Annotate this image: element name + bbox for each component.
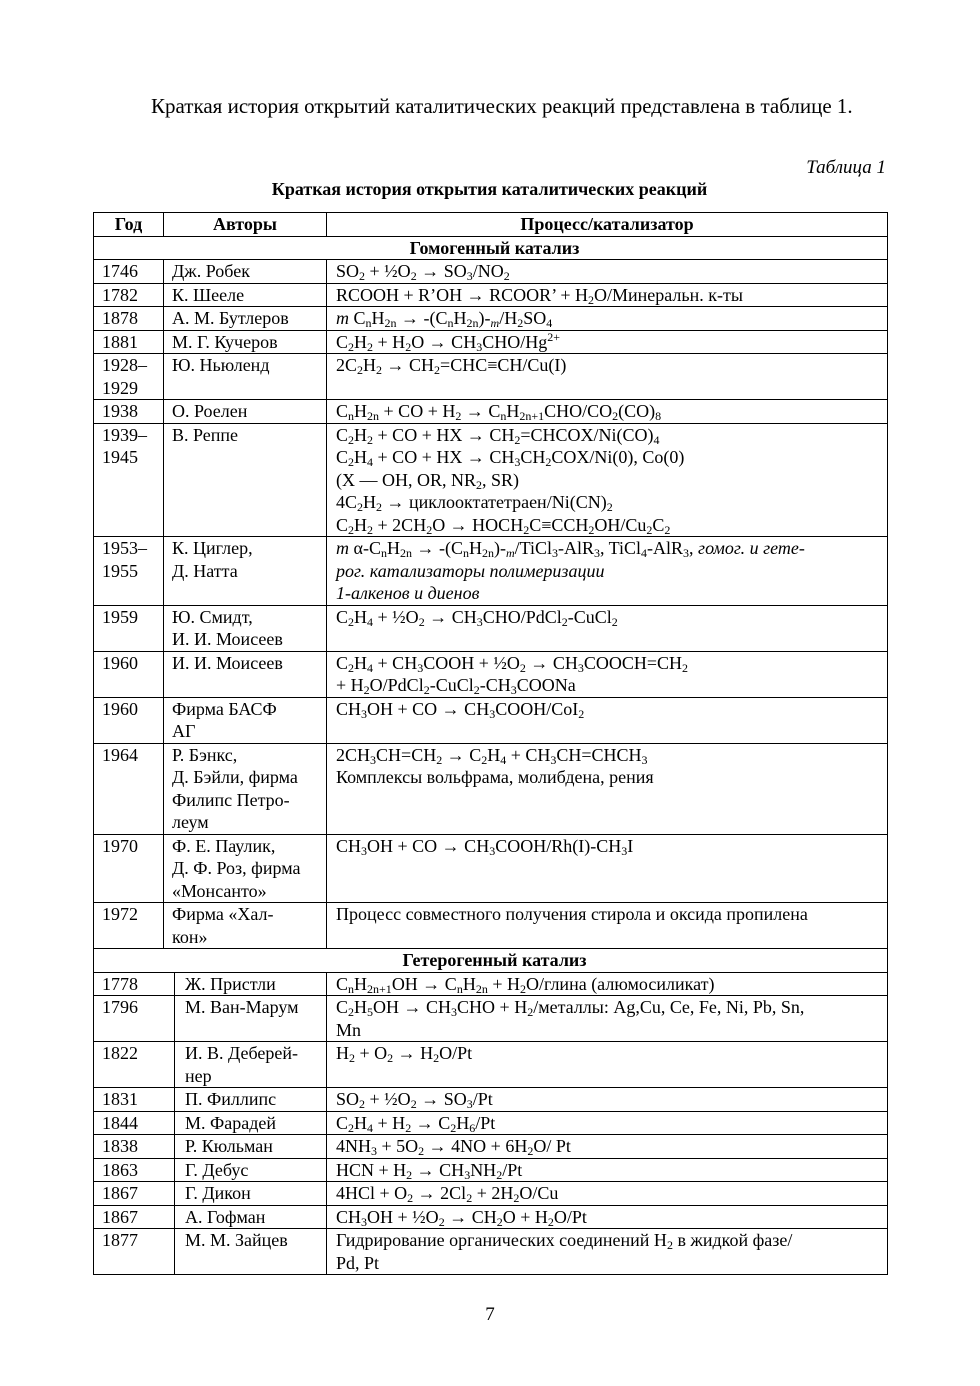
section-title: Гомогенный катализ [94,236,888,260]
process-cell: $4HCl + O_2 \to 2Cl_2 + 2H_2O/Cu$ [327,1182,888,1206]
year-cell: 1822 [94,1042,175,1088]
process-cell: $2C_2H_2 \to CH_2=CHC\equiv CH/Cu(I)$ [327,354,888,400]
section-title: Гетерогенный катализ [94,949,888,973]
authors-cell: Ю. Ньюленд [164,354,327,400]
table-row [94,1158,888,1182]
header-year: Год [94,213,164,237]
table-row [94,834,888,903]
table-row [94,972,888,996]
year-cell: 1953– 1955 [94,537,164,606]
year-cell: 1960 [94,697,164,743]
table-row [94,903,888,949]
process-cell: Процесс совместного получения стирола и оксида пропилена [327,903,888,949]
authors-cell: Дж. Робек [164,260,327,284]
year-cell: 1831 [94,1088,175,1112]
process-cell: $SO_2$ + $\frac{1}{2}O_2 \to SO_3/Pt$ [327,1088,888,1112]
table-row [94,330,888,354]
table-number: Таблица 1 [806,157,886,178]
authors-cell: Ж. Пристли [175,972,327,996]
table-row [94,1205,888,1229]
intro-paragraph: Краткая история открытий каталитических реакций представлена в таблице 1. [151,94,853,118]
table-row [94,423,888,537]
table-row [94,697,888,743]
authors-cell: И. В. Деберей- нер [175,1042,327,1088]
table-row [94,537,888,606]
catalysis-history-table [93,212,888,1275]
table-row [94,743,888,834]
year-cell: 1867 [94,1182,175,1206]
table-row [94,1135,888,1159]
year-cell: 1970 [94,834,164,903]
table-row [94,1111,888,1135]
year-cell: 1939– 1945 [94,423,164,537]
process-cell: RCOOH + R’OH → RCOOR’ + $H_2O$/Минеральн. к-ты [327,283,888,307]
year-cell: 1863 [94,1158,175,1182]
table-row [94,605,888,651]
authors-cell: П. Филлипс [175,1088,327,1112]
year-cell: 1959 [94,605,164,651]
authors-cell: Р. Кюльман [175,1135,327,1159]
year-cell: 1964 [94,743,164,834]
process-cell: $CH_3OH$ + CO → $CH_3COOH/CoI_2$ [327,697,888,743]
table-row [94,1229,888,1275]
year-cell: 1878 [94,307,164,331]
authors-cell: Г. Дикон [175,1182,327,1206]
year-cell: 1746 [94,260,164,284]
year-cell: 1960 [94,651,164,697]
table-header-row [94,213,888,237]
process-cell: $CH_3OH$ + CO → $CH_3COOH/Rh(I)-CH_3I$ [327,834,888,903]
authors-cell: Г. Дебус [175,1158,327,1182]
process-cell: $4NH_3 + 5O_2 \to 4NO + 6H_2O/$ Pt [327,1135,888,1159]
process-cell: $SO_2$ + $\frac{1}{2}O_2 \to SO_3/NO_2$ [327,260,888,284]
authors-cell: М. Фарадей [175,1111,327,1135]
table-row [94,260,888,284]
table-row [94,1042,888,1088]
authors-cell: Р. Бэнкс, Д. Бэйли, фирма Филипс Петро- леум [164,743,327,834]
authors-cell: Ю. Смидт, И. И. Моисеев [164,605,327,651]
year-cell: 1881 [94,330,164,354]
authors-cell: К. Циглер, Д. Натта [164,537,327,606]
authors-cell: М. Ван-Марум [175,996,327,1042]
table-row [94,283,888,307]
process-cell: m $\alpha-C_nH_{2n}$ → $-(C_nH_{2n})-_m/TiCl_3-AlR_3$, TiCl$_4$-AlR$_3$, гомог. и гете- рог. катализаторы полимеризации 1-алкенов и диенов [327,537,888,606]
year-cell: 1838 [94,1135,175,1159]
process-cell: $C_2H_2 + H_2O \to CH_3CHO/Hg^{2+}$ [327,330,888,354]
header-process: Процесс/катализатор [327,213,888,237]
process-cell: $C_2H_2$ + CO + HX → $CH_2=CHCOX/Ni(CO)_4$ $C_2H_4$ + CO + HX → $CH_3CH_2COX/Ni(0)$, Co(0) (X — OH, OR, $NR_2$, SR) $4C_2H_2$ → циклооктатетраен/$Ni(CN)_2$ $C_2H_2 + 2CH_2O$ → $HOCH_2C\equiv CCH_2OH/Cu_2C_2$ [327,423,888,537]
year-cell: 1782 [94,283,164,307]
header-authors: Авторы [164,213,327,237]
table-title: Краткая история открытия каталитических реакций [271,179,708,199]
year-cell: 1778 [94,972,175,996]
authors-cell: М. Г. Кучеров [164,330,327,354]
process-cell: HCN + $H_2 \to CH_3NH_2/Pt$ [327,1158,888,1182]
year-cell: 1844 [94,1111,175,1135]
year-cell: 1867 [94,1205,175,1229]
table-row [94,651,888,697]
process-cell: $C_2H_4$ + $CH_3COOH$ + $\frac{1}{2}O_2$ → $CH_3COOCH=CH_2$ + $H_2O/PdCl_2-CuCl_2-CH_3COONa$ [327,651,888,697]
section-header-row [94,949,888,973]
year-cell: 1928– 1929 [94,354,164,400]
year-cell: 1877 [94,1229,175,1275]
authors-cell: К. Шееле [164,283,327,307]
authors-cell: А. М. Бутлеров [164,307,327,331]
year-cell: 1972 [94,903,164,949]
table-row [94,1182,888,1206]
authors-cell: В. Реппе [164,423,327,537]
process-cell: $C_2H_4 + H_2 \to C_2H_6/Pt$ [327,1111,888,1135]
table-row [94,400,888,424]
table-row [94,307,888,331]
year-cell: 1938 [94,400,164,424]
page-number: 7 [485,1304,495,1325]
process-cell: m $C_nH_{2n} \to -(C_nH_{2n})-_m/H_2SO_4$ [327,307,888,331]
process-cell: $CH_3OH$ + $\frac{1}{2}O_2 \to CH_2O + H_2O/Pt$ [327,1205,888,1229]
table-row [94,996,888,1042]
process-cell: $H_2 + O_2 \to H_2O/Pt$ [327,1042,888,1088]
process-cell: $C_nH_{2n}$ + CO + $H_2 \to C_nH_{2n+1}CHO/CO_2(CO)_8$ [327,400,888,424]
authors-cell: Ф. Е. Паулик, Д. Ф. Роз, фирма «Монсанто» [164,834,327,903]
authors-cell: Фирма «Хал- кон» [164,903,327,949]
table-body [94,236,888,1275]
authors-cell: И. И. Моисеев [164,651,327,697]
section-header-row [94,236,888,260]
process-cell: $2CH_3CH=CH_2 \to C_2H_4$ + $CH_3CH=CHCH_3$ Комплексы вольфрама, молибдена, рения [327,743,888,834]
table-row [94,1088,888,1112]
authors-cell: М. М. Зайцев [175,1229,327,1275]
process-cell: $C_nH_{2n+1}OH \to C_nH_{2n}$ + $H_2O$/глина (алюмосиликат) [327,972,888,996]
table-row [94,354,888,400]
authors-cell: О. Роелен [164,400,327,424]
process-cell: $C_2H_4$ + $\frac{1}{2}O_2$ → $CH_3CHO/PdCl_2-CuCl_2$ [327,605,888,651]
process-cell: Гидрирование органических соединений $H_2$ в жидкой фазе/ Pd, Pt [327,1229,888,1275]
authors-cell: Фирма БАСФ АГ [164,697,327,743]
authors-cell: А. Гофман [175,1205,327,1229]
process-cell: $C_2H_5OH \to CH_3CHO$ + $H_2$/металлы: Ag,Cu, Ce, Fe, Ni, Pb, Sn, Mn [327,996,888,1042]
year-cell: 1796 [94,996,175,1042]
